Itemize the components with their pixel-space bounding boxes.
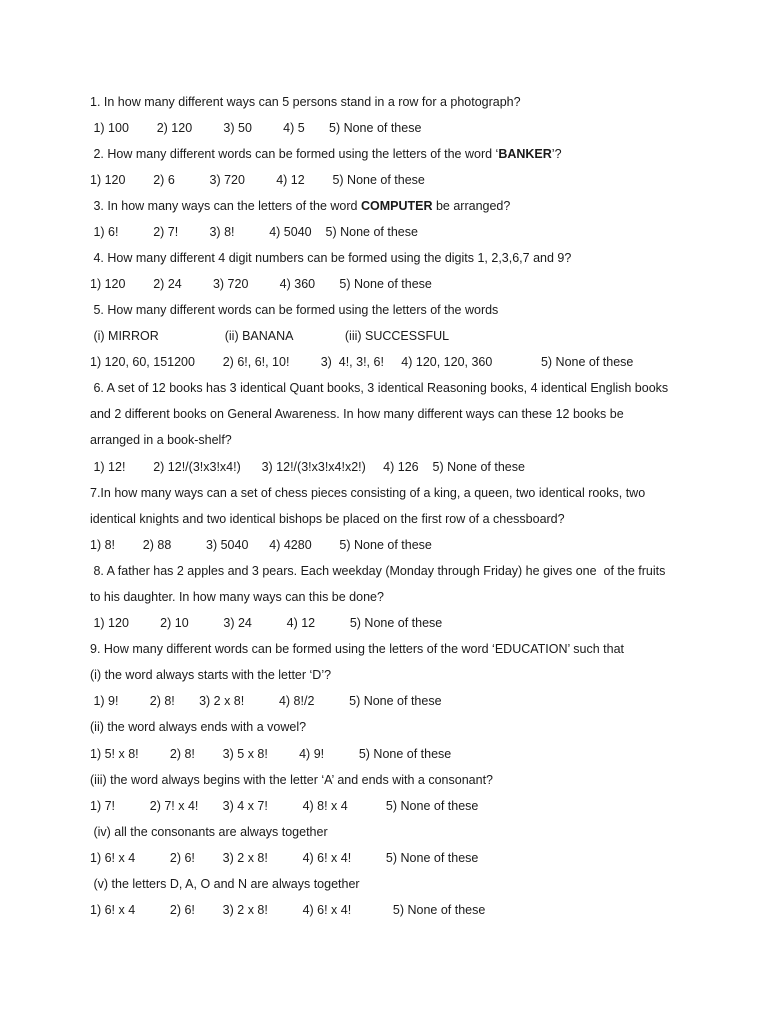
question-8-options: 1) 120 2) 10 3) 24 4) 12 5) None of these (90, 616, 443, 630)
question-7-prompt-line: identical knights and two identical bishops be placed on the first row of a chessboard? (90, 512, 565, 526)
question-6-options: 1) 12! 2) 12!/(3!x3!x4!) 3) 12!/(3!x3!x4!x2!) 4) 126 5) None of these (90, 460, 525, 474)
question-9-subquestion: (v) the letters D, A, O and N are always together (90, 877, 360, 891)
question-8-prompt-line: to his daughter. In how many ways can this be done? (90, 590, 384, 604)
question-9-subquestion: (i) the word always starts with the letter ‘D’? (90, 668, 332, 682)
question-2-prompt (90, 146, 562, 162)
question-1-options: 1) 100 2) 120 3) 50 4) 5 5) None of these (90, 121, 422, 135)
question-7-options: 1) 8! 2) 88 3) 5040 4) 4280 5) None of these (90, 538, 432, 552)
question-7-prompt-line: 7.In how many ways can a set of chess pieces consisting of a king, a queen, two identical rooks, two (90, 486, 646, 500)
question-2-word: BANKER (498, 147, 552, 161)
question-8-prompt-line: 8. A father has 2 apples and 3 pears. Each weekday (Monday through Friday) he gives one of the fruits (90, 564, 666, 578)
question-5-parts: (i) MIRROR (ii) BANANA (iii) SUCCESSFUL (90, 329, 450, 343)
question-6-prompt-line: arranged in a book-shelf? (90, 433, 232, 447)
question-3-prompt (90, 198, 510, 214)
question-3-options: 1) 6! 2) 7! 3) 8! 4) 5040 5) None of these (90, 225, 418, 239)
question-9-subquestion: (ii) the word always ends with a vowel? (90, 720, 307, 734)
question-3-word: COMPUTER (360, 199, 433, 213)
question-9-sub-options: 1) 6! x 4 2) 6! 3) 2 x 8! 4) 6! x 4! 5) None of these (90, 903, 486, 917)
question-6-prompt-line: 6. A set of 12 books has 3 identical Quant books, 3 identical Reasoning books, 4 identical English books (90, 381, 669, 395)
question-4-options: 1) 120 2) 24 3) 720 4) 360 5) None of these (90, 277, 432, 291)
question-3-text-start: 3. In how many ways can the letters of the word (90, 199, 361, 213)
question-9-sub-options: 1) 7! 2) 7! x 4! 3) 4 x 7! 4) 8! x 4 5) None of these (90, 799, 479, 813)
question-2-text-start: 2. How many different words can be formed using the letters of the word ‘ (90, 147, 499, 161)
question-9-subquestion: (iii) the word always begins with the letter ‘A’ and ends with a consonant? (90, 773, 493, 787)
question-5-options: 1) 120, 60, 151200 2) 6!, 6!, 10! 3) 4!, 3!, 6! 4) 120, 120, 360 5) None of these (90, 355, 634, 369)
question-9-sub-options: 1) 9! 2) 8! 3) 2 x 8! 4) 8!/2 5) None of these (90, 694, 442, 708)
question-2-text-end: ’? (551, 147, 562, 161)
question-2-options: 1) 120 2) 6 3) 720 4) 12 5) None of these (90, 173, 425, 187)
question-6-prompt-line: and 2 different books on General Awareness. In how many different ways can these 12 books be (90, 407, 624, 421)
question-9-sub-options: 1) 6! x 4 2) 6! 3) 2 x 8! 4) 6! x 4! 5) None of these (90, 851, 479, 865)
question-1-prompt: 1. In how many different ways can 5 persons stand in a row for a photograph? (90, 95, 521, 109)
question-5-prompt: 5. How many different words can be formed using the letters of the words (90, 303, 499, 317)
question-9-subquestion: (iv) all the consonants are always together (90, 825, 328, 839)
question-4-prompt: 4. How many different 4 digit numbers can be formed using the digits 1, 2,3,6,7 and 9? (90, 251, 572, 265)
question-9-prompt: 9. How many different words can be formed using the letters of the word ‘EDUCATION’ such that (90, 642, 625, 656)
question-9-sub-options: 1) 5! x 8! 2) 8! 3) 5 x 8! 4) 9! 5) None of these (90, 747, 452, 761)
question-3-text-end: be arranged? (432, 199, 511, 213)
